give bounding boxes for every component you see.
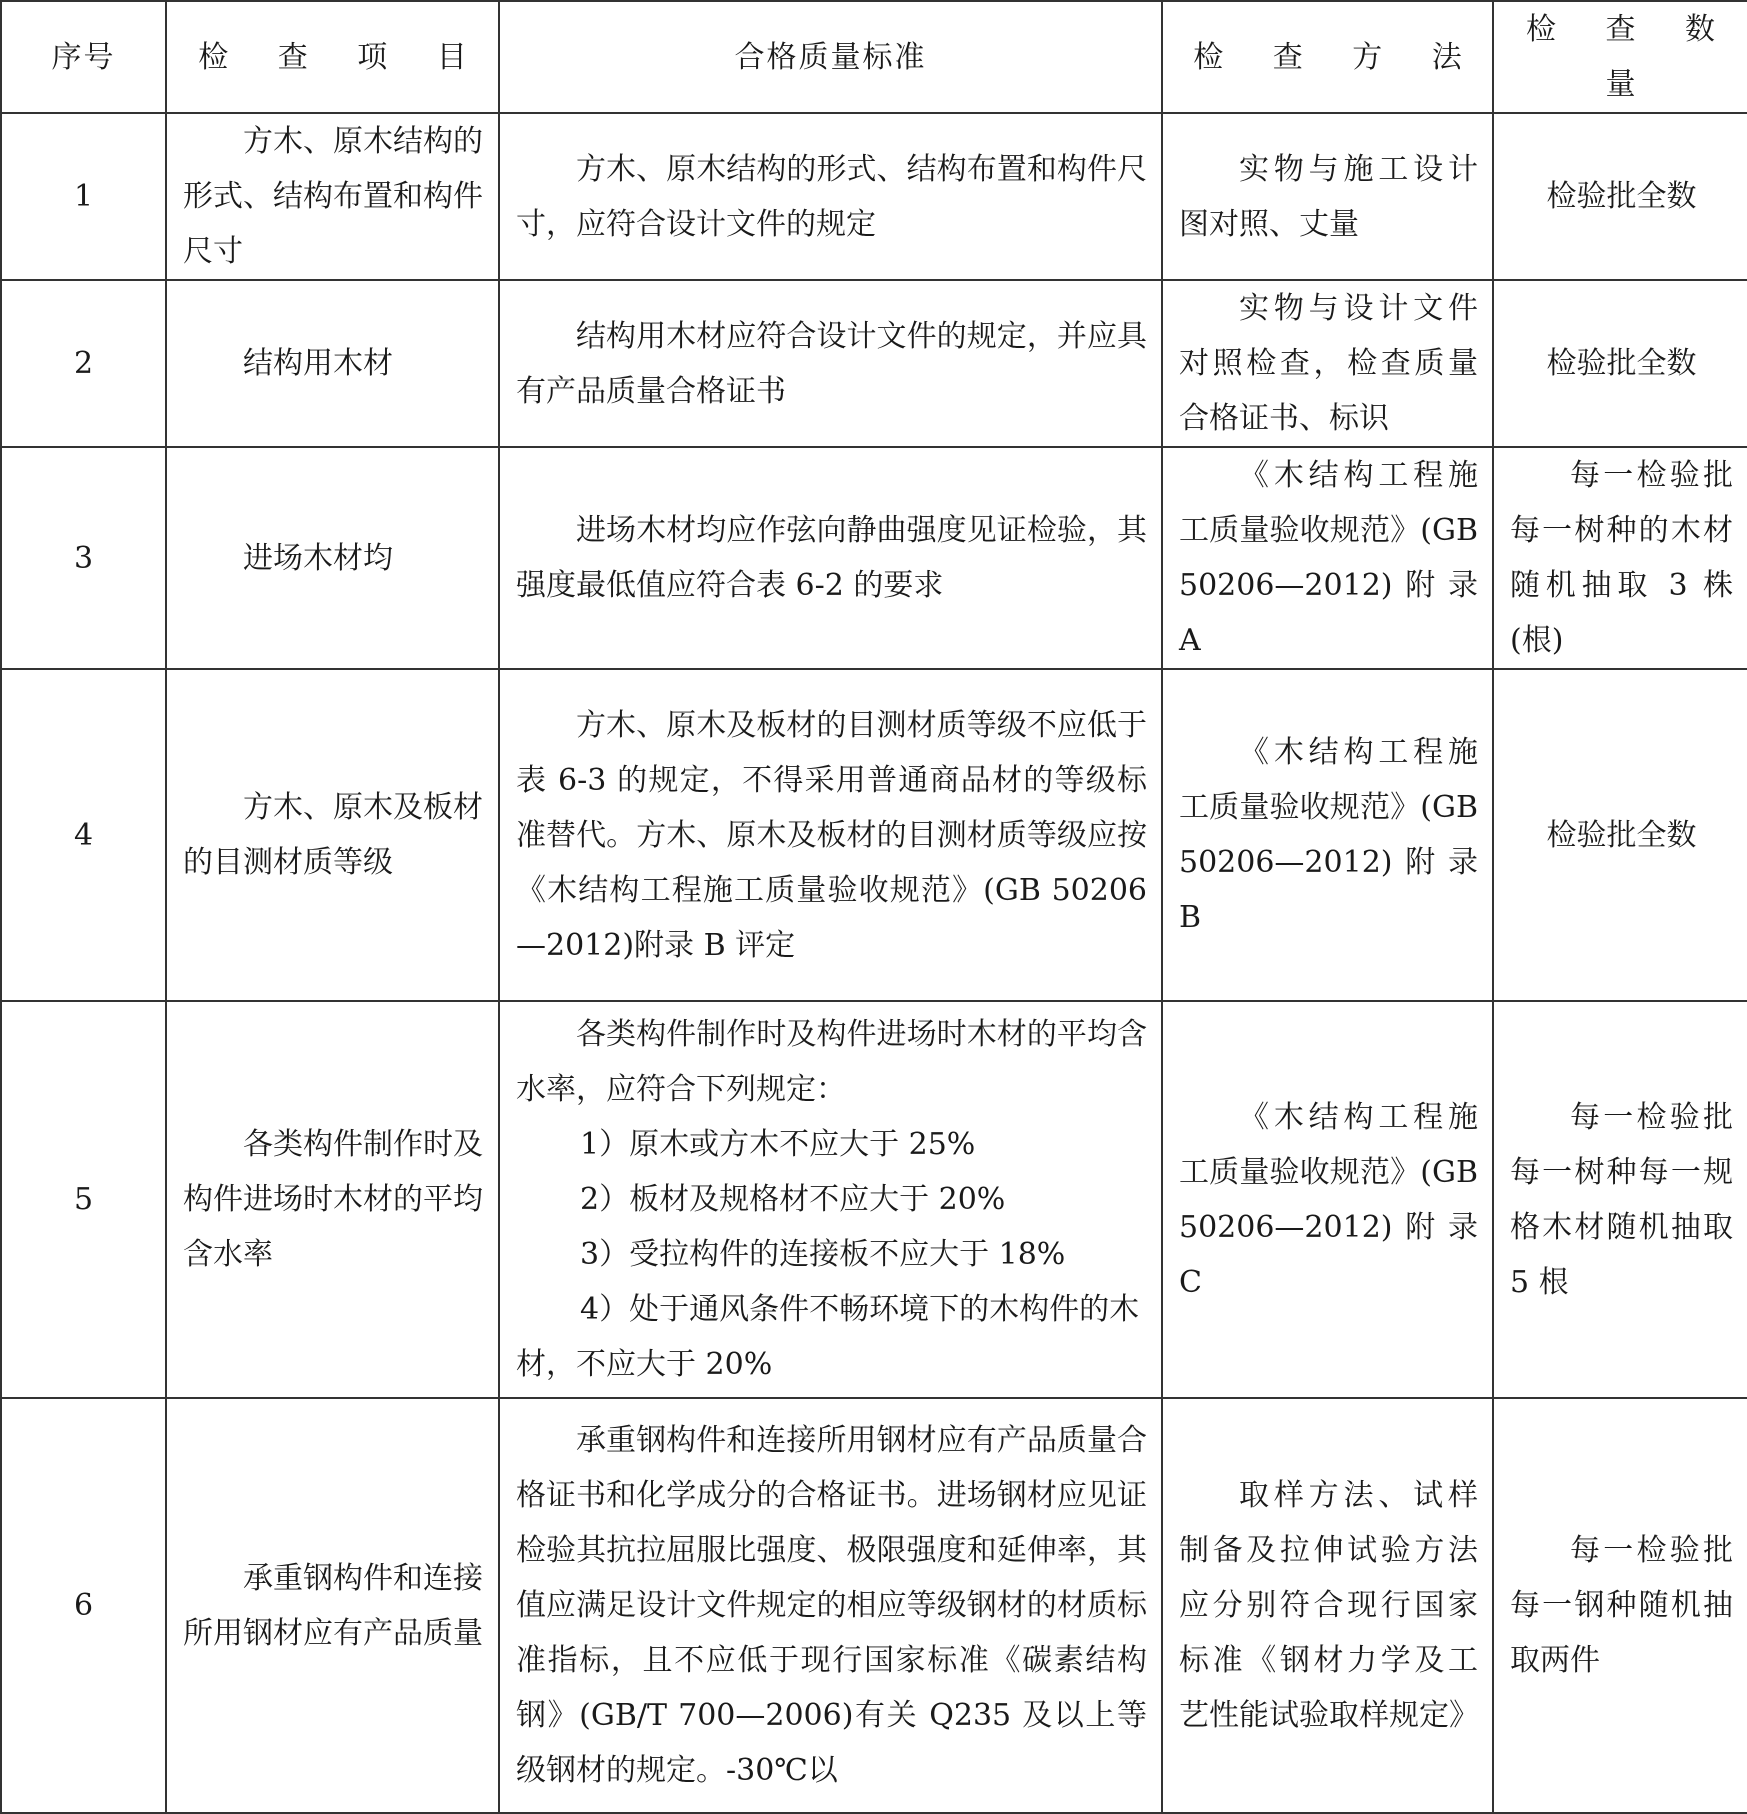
row-method-text: 《木结构工程施工质量验收规范》(GB 50206—2012)附录 A bbox=[1179, 458, 1478, 658]
row-standard bbox=[499, 280, 1162, 447]
table-row bbox=[1, 280, 1747, 447]
row-no: 2 bbox=[1, 280, 166, 447]
row-item bbox=[166, 113, 499, 280]
row-quantity: 检验批全数 bbox=[1493, 113, 1747, 280]
row-quantity bbox=[1493, 447, 1747, 669]
row-no: 5 bbox=[1, 1001, 166, 1398]
row-method-text: 《木结构工程施工质量验收规范》(GB 50206—2012)附录 C bbox=[1179, 1099, 1478, 1300]
row-standard-subitem: 1）原木或方木不应大于 25% bbox=[580, 1127, 976, 1162]
table-row bbox=[1, 447, 1747, 669]
row-item-text: 结构用木材 bbox=[243, 346, 393, 381]
row-quantity: 检验批全数 bbox=[1493, 669, 1747, 1001]
row-quantity: 检验批全数 bbox=[1493, 280, 1747, 447]
header-standard: 合格质量标准 bbox=[499, 1, 1162, 113]
row-standard bbox=[499, 113, 1162, 280]
row-standard-subitem: 3）受拉构件的连接板不应大于 18% bbox=[580, 1237, 1066, 1272]
row-item bbox=[166, 1398, 499, 1813]
row-item-text: 方木、原木及板材的目测材质等级 bbox=[183, 790, 483, 880]
row-standard bbox=[499, 447, 1162, 669]
header-quantity: 检 查 数 量 bbox=[1493, 1, 1747, 113]
row-standard bbox=[499, 1398, 1162, 1813]
row-method bbox=[1162, 1001, 1493, 1398]
row-quantity-text: 每一检验批每一树种的木材随机抽取 3 株(根) bbox=[1510, 458, 1733, 658]
table-row bbox=[1, 113, 1747, 280]
row-standard-text: 方木、原木结构的形式、结构布置和构件尺寸，应符合设计文件的规定 bbox=[516, 151, 1147, 242]
row-item bbox=[166, 447, 499, 669]
row-method bbox=[1162, 280, 1493, 447]
header-item: 检 查 项 目 bbox=[166, 1, 499, 113]
table-row bbox=[1, 1001, 1747, 1398]
header-method: 检 查 方 法 bbox=[1162, 1, 1493, 113]
row-method bbox=[1162, 113, 1493, 280]
row-standard-intro: 各类构件制作时及构件进场时木材的平均含水率，应符合下列规定： bbox=[516, 1017, 1147, 1107]
row-standard bbox=[499, 1001, 1162, 1398]
header-no: 序号 bbox=[1, 1, 166, 113]
row-item-text: 进场木材均 bbox=[243, 540, 393, 576]
row-standard-text: 进场木材均应作弦向静曲强度见证检验，其强度最低值应符合表 6-2 的要求 bbox=[516, 513, 1147, 603]
row-no: 4 bbox=[1, 669, 166, 1001]
row-standard-subitem: 4）处于通风条件不畅环境下的木构件的木材，不应大于 20% bbox=[516, 1292, 1140, 1382]
row-method-text: 实物与设计文件对照检查，检查质量合格证书、标识 bbox=[1179, 291, 1478, 436]
row-method-text: 取样方法、试样制备及拉伸试验方法应分别符合现行国家标准《钢材力学及工艺性能试验取样规定》 bbox=[1179, 1478, 1479, 1733]
row-no: 6 bbox=[1, 1398, 166, 1813]
row-item bbox=[166, 669, 499, 1001]
row-quantity bbox=[1493, 1001, 1747, 1398]
row-no: 3 bbox=[1, 447, 166, 669]
row-standard-text: 承重钢构件和连接所用钢材应有产品质量合格证书和化学成分的合格证书。进场钢材应见证检验其抗拉屈服比强度、极限强度和延伸率，其值应满足设计文件规定的相应等级钢材的材质标准指标，且不应低于现行国家标准《碳素结构钢》(GB/T 700—2006)有关 Q235 及以上等级钢材的规定。-30℃以 bbox=[516, 1423, 1147, 1788]
row-no: 1 bbox=[1, 113, 166, 280]
row-method bbox=[1162, 1398, 1493, 1813]
row-item-text: 承重钢构件和连接所用钢材应有产品质量 bbox=[183, 1560, 483, 1651]
table-row bbox=[1, 1398, 1747, 1813]
row-standard-subitem: 2）板材及规格材不应大于 20% bbox=[580, 1182, 1006, 1217]
row-item bbox=[166, 1001, 499, 1398]
row-standard-text: 方木、原木及板材的目测材质等级不应低于表 6-3 的规定，不得采用普通商品材的等级标准替代。方木、原木及板材的目测材质等级应按《木结构工程施工质量验收规范》(GB 50206—2012)附录 B 评定 bbox=[516, 707, 1147, 963]
table-row bbox=[1, 669, 1747, 1001]
row-method-text: 《木结构工程施工质量验收规范》(GB 50206—2012)附录 B bbox=[1179, 735, 1478, 935]
row-standard bbox=[499, 669, 1162, 1001]
row-item bbox=[166, 280, 499, 447]
row-item-text: 方木、原木结构的形式、结构布置和构件尺寸 bbox=[183, 124, 483, 269]
row-quantity bbox=[1493, 1398, 1747, 1813]
row-quantity-text: 每一检验批每一钢种随机抽取两件 bbox=[1510, 1533, 1733, 1678]
row-item-text: 各类构件制作时及构件进场时木材的平均含水率 bbox=[183, 1127, 483, 1272]
row-quantity-text: 每一检验批每一树种每一规格木材随机抽取 5 根 bbox=[1510, 1099, 1733, 1300]
row-standard-text: 结构用木材应符合设计文件的规定，并应具有产品质量合格证书 bbox=[516, 318, 1147, 409]
table-header-row bbox=[1, 1, 1747, 113]
row-method bbox=[1162, 669, 1493, 1001]
row-method-text: 实物与施工设计图对照、丈量 bbox=[1179, 151, 1478, 242]
row-method bbox=[1162, 447, 1493, 669]
